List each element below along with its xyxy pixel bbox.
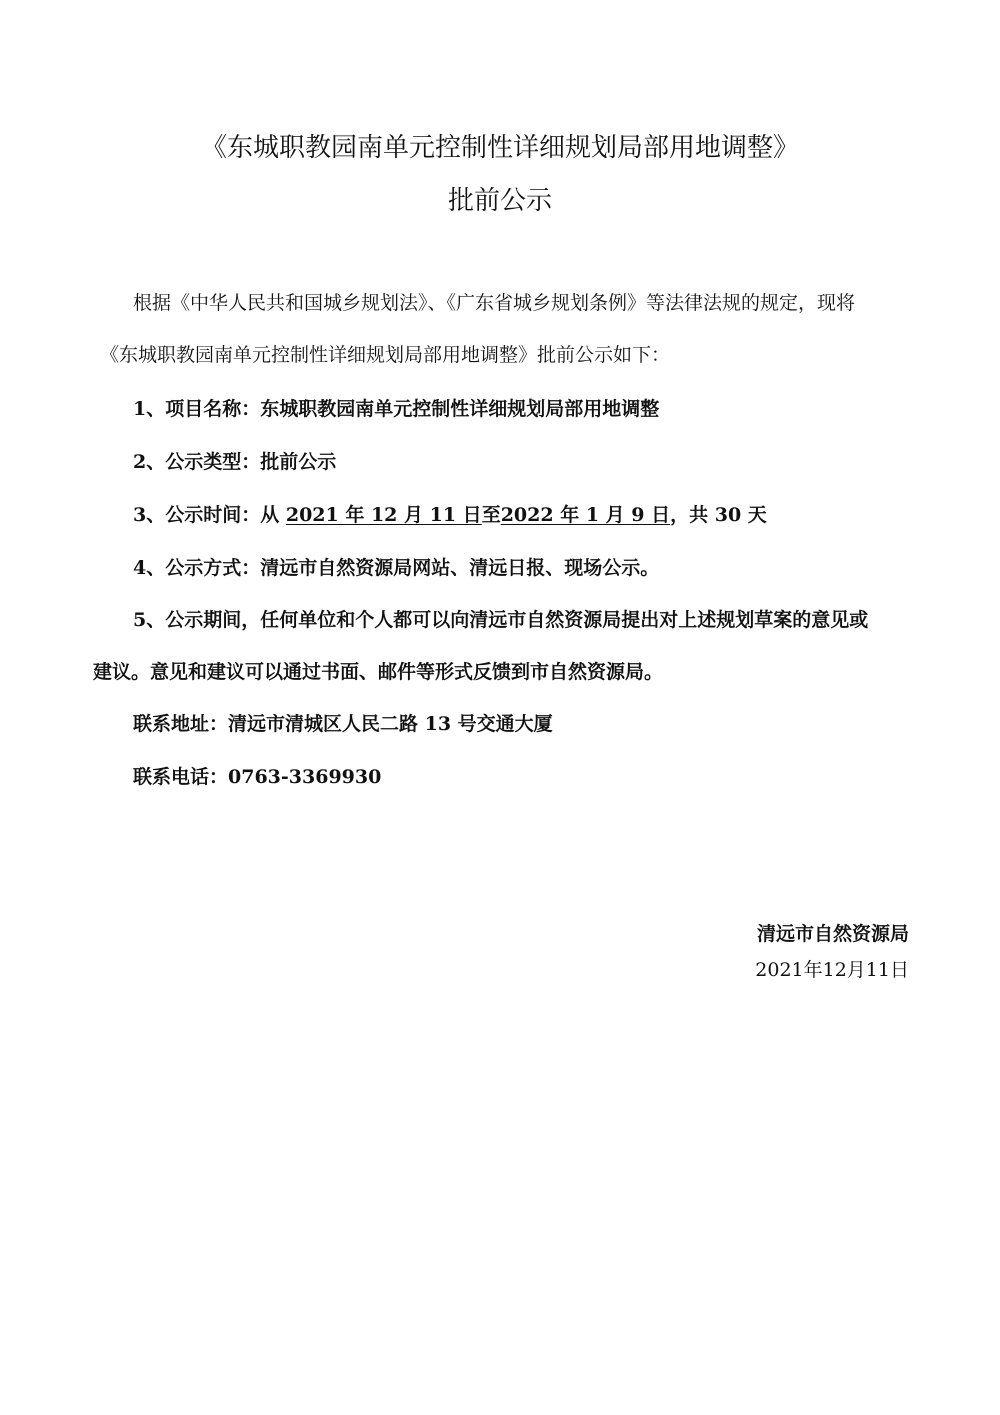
- intro-paragraph-line-1: 根据《中华人民共和国城乡规划法》、《广东省城乡规划条例》等法律法规的规定，现将: [133, 292, 856, 314]
- item-project-name-label: 1、项目名称：: [133, 398, 261, 420]
- contact-address-label: 联系地址：: [133, 713, 229, 735]
- item-notice-type-value: 批前公示: [260, 451, 337, 473]
- item-project-name: [133, 396, 659, 422]
- item-feedback-line-2: 建议。意见和建议可以通过书面、邮件等形式反馈到市自然资源局。: [93, 661, 664, 683]
- notice-end-date: 2022 年 1 月 9 日: [500, 504, 671, 526]
- contact-phone-value: 0763-3369930: [228, 766, 382, 788]
- item-notice-period-label: 3、公示时间：从: [133, 504, 286, 526]
- item-notice-method-value: 清远市自然资源局网站、清远日报、现场公示。: [260, 557, 660, 579]
- issue-date: 2021年12月11日: [755, 959, 909, 981]
- item-project-name-value: 东城职教园南单元控制性详细规划局部用地调整: [260, 398, 660, 420]
- notice-duration: ，共 30 天: [670, 504, 767, 526]
- item-notice-period: [133, 502, 767, 528]
- notice-start-date: 2021 年 12 月 11 日: [285, 504, 482, 526]
- notice-period-to: 至: [481, 504, 501, 526]
- item-notice-method: [133, 555, 659, 581]
- document-subtitle: 批前公示: [447, 186, 552, 216]
- contact-address-value: 清远市清城区人民二路 13 号交通大厦: [228, 713, 553, 735]
- document-title: 《东城职教园南单元控制性详细规划局部用地调整》: [200, 133, 799, 163]
- issuer-name: 清远市自然资源局: [756, 923, 909, 945]
- contact-address: [133, 711, 553, 737]
- item-notice-type: [133, 449, 336, 475]
- intro-paragraph-line-2: 《东城职教园南单元控制性详细规划局部用地调整》批前公示如下：: [100, 344, 671, 366]
- item-notice-method-label: 4、公示方式：: [133, 557, 261, 579]
- item-feedback-line-1: 5、公示期间，任何单位和个人都可以向清远市自然资源局提出对上述规划草案的意见或: [133, 609, 869, 631]
- item-notice-type-label: 2、公示类型：: [133, 451, 261, 473]
- contact-phone-label: 联系电话：: [133, 766, 229, 788]
- contact-phone: [133, 764, 381, 790]
